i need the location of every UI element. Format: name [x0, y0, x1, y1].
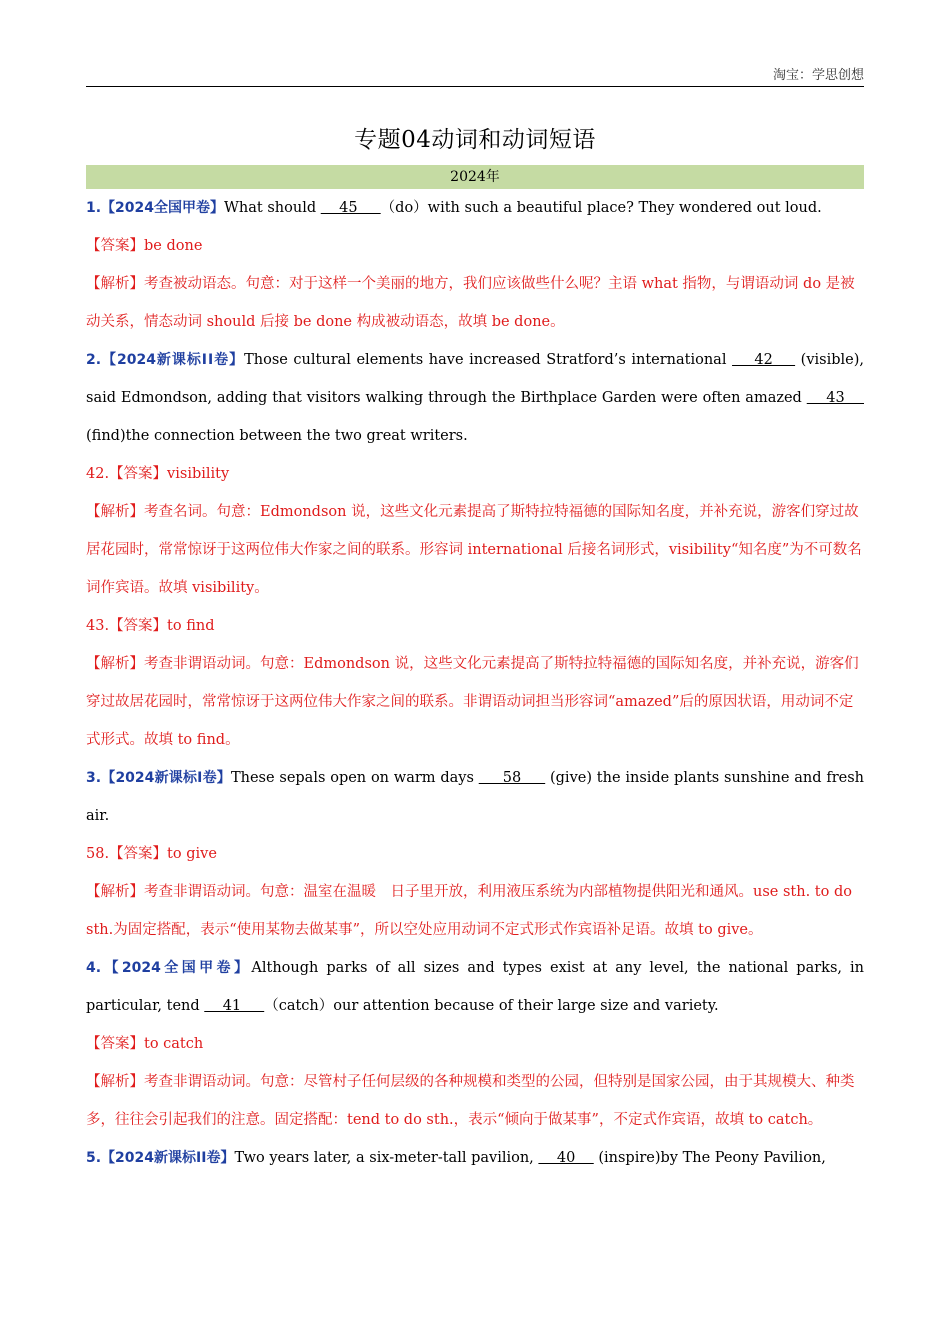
question-4: 4.【2024全国甲卷】Although parks of all sizes and types exist at any level, the national parks, in particular, tend 41 （catch）our attention because of their large size and variety. [86, 960, 864, 1014]
answer-line: 【答案】to catch [86, 1036, 204, 1052]
answer-line: 43.【答案】to find [86, 618, 215, 634]
question-tag: 2.【2024新课标ⅠⅠ卷】 [86, 352, 245, 368]
question-5: 5.【2024新课标ⅠⅠ卷】Two years later, a six-meter-tall pavilion, 40 (inspire)by The Peony Pavilion, [86, 1150, 826, 1166]
question-tag: 4.【2024全国甲卷】 [86, 960, 252, 976]
question-1: 1.【2024全国甲卷】What should 45 （do）with such a beautiful place? They wondered out loud. [86, 200, 822, 216]
question-list [86, 189, 864, 1177]
analysis-line: 【解析】考查非谓语动词。句意：Edmondson 说，这些文化元素提高了斯特拉特福德的国际知名度，并补充说，游客们穿过故居花园时，常常惊讶于这两位伟大作家之间的联系。非谓语动词担当形容词“amazed”后的原因状语，用动词不定式形式。故填 to find。 [86, 656, 859, 748]
answer-blank: 41 [204, 998, 265, 1014]
answer-blank: 42 [732, 352, 796, 368]
page-title: 专题04动词和动词短语 [354, 127, 596, 153]
answer-blank: 43 [806, 390, 864, 406]
analysis-line: 【解析】考查非谓语动词。句意：温室在温暖 日子里开放，利用液压系统为内部植物提供阳光和通风。use sth. to do sth.为固定搭配，表示“使用某物去做某事”，所以空处应用动词不定式形式作宾语补足语。故填 to give。 [86, 884, 852, 938]
answer-blank: 45 [320, 200, 381, 216]
question-2: 2.【2024新课标ⅠⅠ卷】Those cultural elements have increased Stratford’s international 42 (visible), said Edmondson, adding that visitors walking through the Birthplace Garden were often amazed 43 (find)the connection between the two great writers. [86, 352, 864, 444]
analysis-line: 【解析】考查名词。句意：Edmondson 说，这些文化元素提高了斯特拉特福德的国际知名度，并补充说，游客们穿过故居花园时，常常惊讶于这两位伟大作家之间的联系。形容词 international 后接名词形式，visibility“知名度”为不可数名词作宾语。故填 visibility。 [86, 504, 862, 596]
question-tag: 3.【2024新课标Ⅰ卷】 [86, 770, 231, 786]
answer-line: 58.【答案】to give [86, 846, 217, 862]
analysis-line: 【解析】考查非谓语动词。句意：尽管村子任何层级的各种规模和类型的公园，但特别是国家公园，由于其规模大、种类多，往往会引起我们的注意。固定搭配：tend to do sth.，表示“倾向于做某事”，不定式作宾语，故填 to catch。 [86, 1074, 855, 1128]
answer-blank: 40 [538, 1150, 594, 1166]
answer-line: 【答案】be done [86, 238, 203, 254]
year-section-bar: 2024年 [86, 165, 864, 189]
question-3: 3.【2024新课标Ⅰ卷】These sepals open on warm days 58 (give) the inside plants sunshine and fresh air. [86, 770, 865, 824]
page-header: 淘宝：学思创想 [86, 66, 864, 87]
question-tag: 1.【2024全国甲卷】 [86, 200, 225, 216]
question-tag: 5.【2024新课标ⅠⅠ卷】 [86, 1150, 235, 1166]
analysis-line: 【解析】考查被动语态。句意：对于这样一个美丽的地方，我们应该做些什么呢？主语 what 指物，与谓语动词 do 是被动关系，情态动词 should 后接 be done 构成被动语态，故填 be done。 [86, 276, 855, 330]
answer-blank: 58 [478, 770, 546, 786]
answer-line: 42.【答案】visibility [86, 466, 230, 482]
